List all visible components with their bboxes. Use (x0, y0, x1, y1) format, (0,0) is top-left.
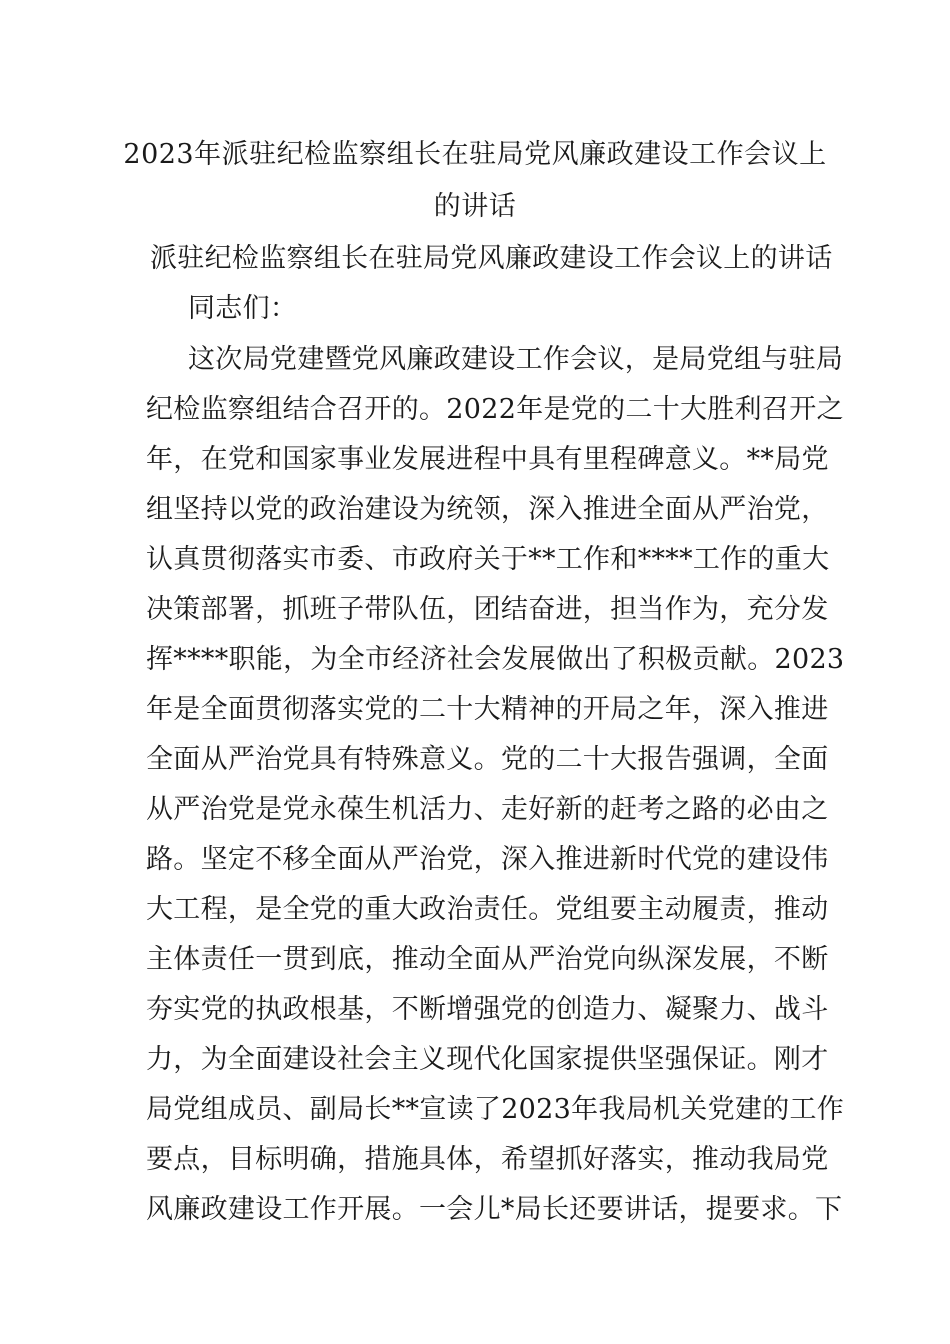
document-title-line-2: 的讲话 (433, 191, 517, 222)
body-line: 挥****职能，为全市经济社会发展做出了积极贡献。2023 (146, 644, 845, 675)
body-line: 认真贯彻落实市委、市政府关于**工作和****工作的重大 (146, 544, 830, 575)
body-line: 年是全面贯彻落实党的二十大精神的开局之年，深入推进 (146, 694, 829, 725)
body-line: 力，为全面建设社会主义现代化国家提供坚强保证。刚才 (146, 1044, 829, 1075)
salutation: 同志们： (188, 293, 298, 324)
body-line: 大工程，是全党的重大政治责任。党组要主动履责，推动 (146, 894, 829, 925)
body-line: 从严治党是党永葆生机活力、走好新的赶考之路的必由之 (146, 794, 829, 825)
body-line: 这次局党建暨党风廉政建设工作会议，是局党组与驻局 (188, 344, 844, 375)
document-subtitle: 派驻纪检监察组长在驻局党风廉政建设工作会议上的讲话 (150, 243, 833, 274)
body-line: 局党组成员、副局长**宣读了2023年我局机关党建的工作 (146, 1094, 845, 1125)
body-line: 组坚持以党的政治建设为统领，深入推进全面从严治党， (146, 494, 829, 525)
document-title-line-1: 2023年派驻纪检监察组长在驻局党风廉政建设工作会议上 (123, 139, 827, 170)
body-line: 纪检监察组结合召开的。2022年是党的二十大胜利召开之 (146, 394, 844, 425)
body-line: 夯实党的执政根基，不断增强党的创造力、凝聚力、战斗 (146, 994, 829, 1025)
body-line: 风廉政建设工作开展。一会儿*局长还要讲话，提要求。下 (146, 1194, 843, 1225)
body-line: 年，在党和国家事业发展进程中具有里程碑意义。**局党 (146, 444, 829, 475)
body-line: 决策部署，抓班子带队伍，团结奋进，担当作为，充分发 (146, 594, 829, 625)
body-line: 路。坚定不移全面从严治党，深入推进新时代党的建设伟 (146, 844, 829, 875)
body-line: 主体责任一贯到底，推动全面从严治党向纵深发展，不断 (146, 944, 829, 975)
body-line: 要点，目标明确，措施具体，希望抓好落实，推动我局党 (146, 1144, 829, 1175)
body-line: 全面从严治党具有特殊意义。党的二十大报告强调，全面 (146, 744, 829, 775)
